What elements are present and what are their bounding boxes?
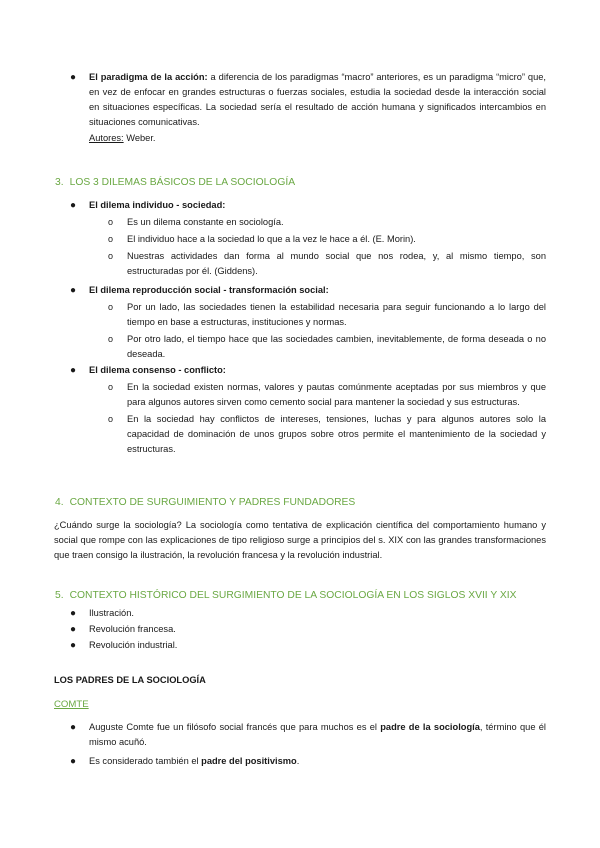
authors-value: Weber. xyxy=(123,133,156,143)
bullet-dot: ● xyxy=(70,640,77,651)
bullet-dot: ● xyxy=(70,756,77,767)
bullet-dot: ● xyxy=(70,624,77,635)
dilemma-1 xyxy=(0,198,600,279)
section-5-number: 5. xyxy=(55,590,64,601)
comte-bullet-1-end: , término que él mismo acuñó. xyxy=(89,722,546,747)
dilemma-1-title: El dilema individuo - sociedad: xyxy=(89,200,226,210)
list-item-text: El individuo hace a la sociedad lo que a la vez le hace a él. (E. Morin). xyxy=(127,234,416,244)
comte-bullet-2-text: Es considerado también el xyxy=(89,756,202,766)
section-4-heading xyxy=(55,495,560,510)
section-3-heading xyxy=(55,175,560,190)
sub-marker: o xyxy=(108,382,114,392)
list-item xyxy=(0,412,600,457)
dilemma-3 xyxy=(0,363,600,457)
list-item-text: Es un dilema constante en sociología. xyxy=(127,217,284,227)
authors-label: Autores: xyxy=(89,133,124,143)
section-4-number: 4. xyxy=(55,497,64,508)
list-item-text: En la sociedad hay conflictos de intereses, tensiones, luchas y para algunos autores solo la capacidad de dominación de unos grupos sobre otros permite el mantenimiento de la sociedad y estructuras. xyxy=(127,414,546,454)
comte-bullet-1-bold: padre de la sociología xyxy=(380,722,480,732)
comte-label: COMTE xyxy=(54,699,89,710)
list-item xyxy=(0,300,600,330)
bullet-dot: ● xyxy=(70,285,77,296)
bullet-dot: ● xyxy=(70,200,77,211)
paradigm-term: El paradigma de la acción: xyxy=(89,72,208,82)
fathers-title: LOS PADRES DE LA SOCIOLOGÍA xyxy=(54,675,206,685)
list-item-text: Por un lado, las sociedades tienen la estabilidad necesaria para seguir funcionando a lo largo del tiempo en base a estructuras, instituciones y normas. xyxy=(127,302,546,327)
comte-bullet-2-end: . xyxy=(296,756,300,766)
comte-bullet-1-text: Auguste Comte fue un filósofo social francés que para muchos es el xyxy=(89,722,381,732)
list-item xyxy=(0,622,600,637)
list-item-text: Ilustración. xyxy=(89,608,134,618)
list-item-text: En la sociedad existen normas, valores y pautas comúnmente aceptadas por sus miembros y que para algunos autores sirven como cemento social para mantener la sociedad y sus estructuras. xyxy=(127,382,546,407)
list-item-text: Por otro lado, el tiempo hace que las sociedades cambien, inevitablemente, de forma deseada o no deseada. xyxy=(127,334,546,359)
sub-marker: o xyxy=(108,302,114,312)
list-item xyxy=(0,638,600,653)
list-item-text: Revolución francesa. xyxy=(89,624,176,634)
list-item xyxy=(0,380,600,410)
bullet-dot: ● xyxy=(70,365,77,376)
list-item xyxy=(0,720,600,750)
dilemma-3-title: El dilema consenso - conflicto: xyxy=(89,365,226,375)
dilemma-2-title: El dilema reproducción social - transformación social: xyxy=(89,285,329,295)
sub-marker: o xyxy=(108,414,114,424)
list-item-text: Revolución industrial. xyxy=(89,640,178,650)
list-item xyxy=(0,232,600,247)
sub-marker: o xyxy=(108,251,114,261)
list-item xyxy=(0,249,600,279)
comte-bullets xyxy=(0,720,600,769)
section-5-list xyxy=(0,606,600,653)
sub-marker: o xyxy=(108,234,114,244)
section-4-paragraph: ¿Cuándo surge la sociología? La sociología como tentativa de explicación científica del comportamiento humano y social que rompe con las explicaciones de tipo religioso surge a principios del s. XIX con las grandes transformaciones que traen consigo la ilustración, la revolución francesa y la revolución industrial. xyxy=(54,520,546,560)
paradigm-text: a diferencia de los paradigmas “macro” anteriores, es un paradigma “micro” que, en vez de enfocar en grandes estructuras o fuerzas sociales, estudia la sociedad desde la interacción social en situaciones específicas. La sociedad sería el resultado de acción humana y significados intercambios en situaciones comunicativas. xyxy=(89,72,546,127)
bullet-dot: ● xyxy=(70,72,77,83)
list-item xyxy=(0,215,600,230)
section-4-title: CONTEXTO DE SURGUIMIENTO Y PADRES FUNDADORES xyxy=(69,497,356,508)
list-item-text: Nuestras actividades dan forma al mundo social que nos rodea, y, al mismo tiempo, son estructuradas por él. (Giddens). xyxy=(127,251,546,276)
comte-bullet-2-bold: padre del positivismo xyxy=(201,756,297,766)
section-3-title: LOS 3 DILEMAS BÁSICOS DE LA SOCIOLOGÍA xyxy=(69,177,296,188)
list-item xyxy=(0,332,600,362)
list-item xyxy=(0,754,600,769)
paradigm-bullet xyxy=(0,70,600,146)
section-3-number: 3. xyxy=(55,177,64,188)
bullet-dot: ● xyxy=(70,722,77,733)
sub-marker: o xyxy=(108,334,114,344)
bullet-dot: ● xyxy=(70,608,77,619)
dilemma-2 xyxy=(0,283,600,362)
section-5-heading xyxy=(55,588,560,603)
section-5-title: CONTEXTO HISTÓRICO DEL SURGIMIENTO DE LA SOCIOLOGÍA EN LOS SIGLOS XVII Y XIX xyxy=(69,590,517,601)
list-item xyxy=(0,606,600,621)
sub-marker: o xyxy=(108,217,114,227)
